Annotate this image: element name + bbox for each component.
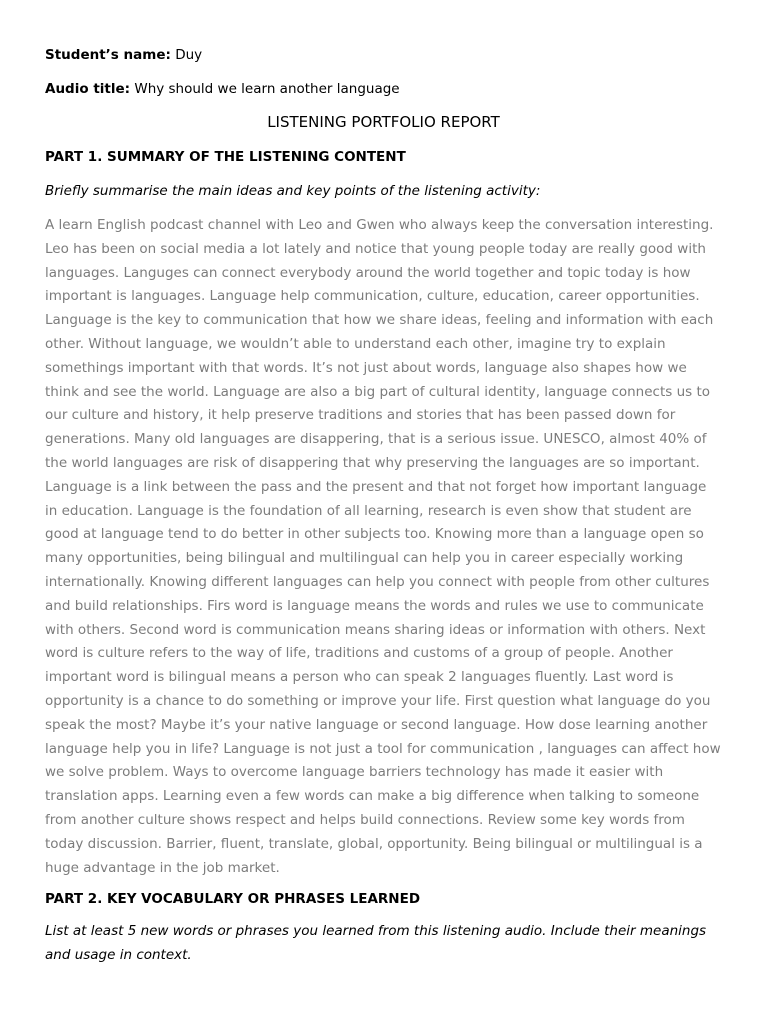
part1-prompt: Briefly summarise the main ideas and key points of the listening activity: [45, 183, 541, 199]
part2-prompt: List at least 5 new words or phrases you learned from this listening audio. Include their meanings and usage in context. [45, 923, 707, 964]
report-title: LISTENING PORTFOLIO REPORT [267, 113, 500, 131]
part2-heading: PART 2. KEY VOCABULARY OR PHRASES LEARNED [45, 891, 421, 908]
part1-heading: PART 1. SUMMARY OF THE LISTENING CONTENT [45, 149, 406, 165]
student-name-label: Student’s name: [45, 47, 171, 63]
audio-title-label: Audio title: [45, 81, 131, 97]
student-name-field [45, 46, 722, 64]
part1-summary-text: A learn English podcast channel with Leo and Gwen who always keep the conversation interesting. Leo has been on social media a lot lately and notice that young people today are really good with languages. Languges can connect everybody around the world together and topic today is how important is languages. Language help communication, culture, education, career opportunities. Language is the key to communication that how we share ideas, feeling and information with each other. Without language, we wouldn’t able to understand each other, imagine try to explain somethings important with that words. It’s not just about words, language also shapes how we think and see the world. Language are also a big part of cultural identity, language connects us to our culture and history, it help preserve traditions and stories that has been passed down for generations. Many old languages are disappering, that is a serious issue. UNESCO, almost 40% of the world languages are risk of disappering that why preserving the languages are so important. Language is a link between the pass and the present and that not forget how important language in education. Language is the foundation of all learning, research is even show that student are good at language tend to do better in other subjects too. Knowing more than a language open so many opportunities, being bilingual and multilingual can help you in career especially working internationally. Knowing different languages can help you connect with people from other cultures and build relationships. Firs word is language means the words and rules we use to communicate with others. Second word is communication means sharing ideas or information with others. Next word is culture refers to the way of life, traditions and customs of a group of people. Another important word is bilingual means a person who can speak 2 languages fluently. Last word is opportunity is a chance to do something or improve your life. First question what language do you speak the most? Maybe it’s your native language or second language. How dose learning another language help you in life? Language is not just a tool for communication , languages can affect how we solve problem. Ways to overcome language barriers technology has made it easier with translation apps. Learning even a few words can make a big difference when talking to someone from another culture shows respect and helps build connections. Review some key words from today discussion. Barrier, fluent, translate, global, opportunity. Being bilingual or multilingual is a huge advantage in the job market. [45, 217, 721, 876]
audio-title-value: Why should we learn another language [134, 81, 400, 97]
student-name-value: Duy [175, 47, 203, 63]
audio-title-field [45, 80, 722, 98]
